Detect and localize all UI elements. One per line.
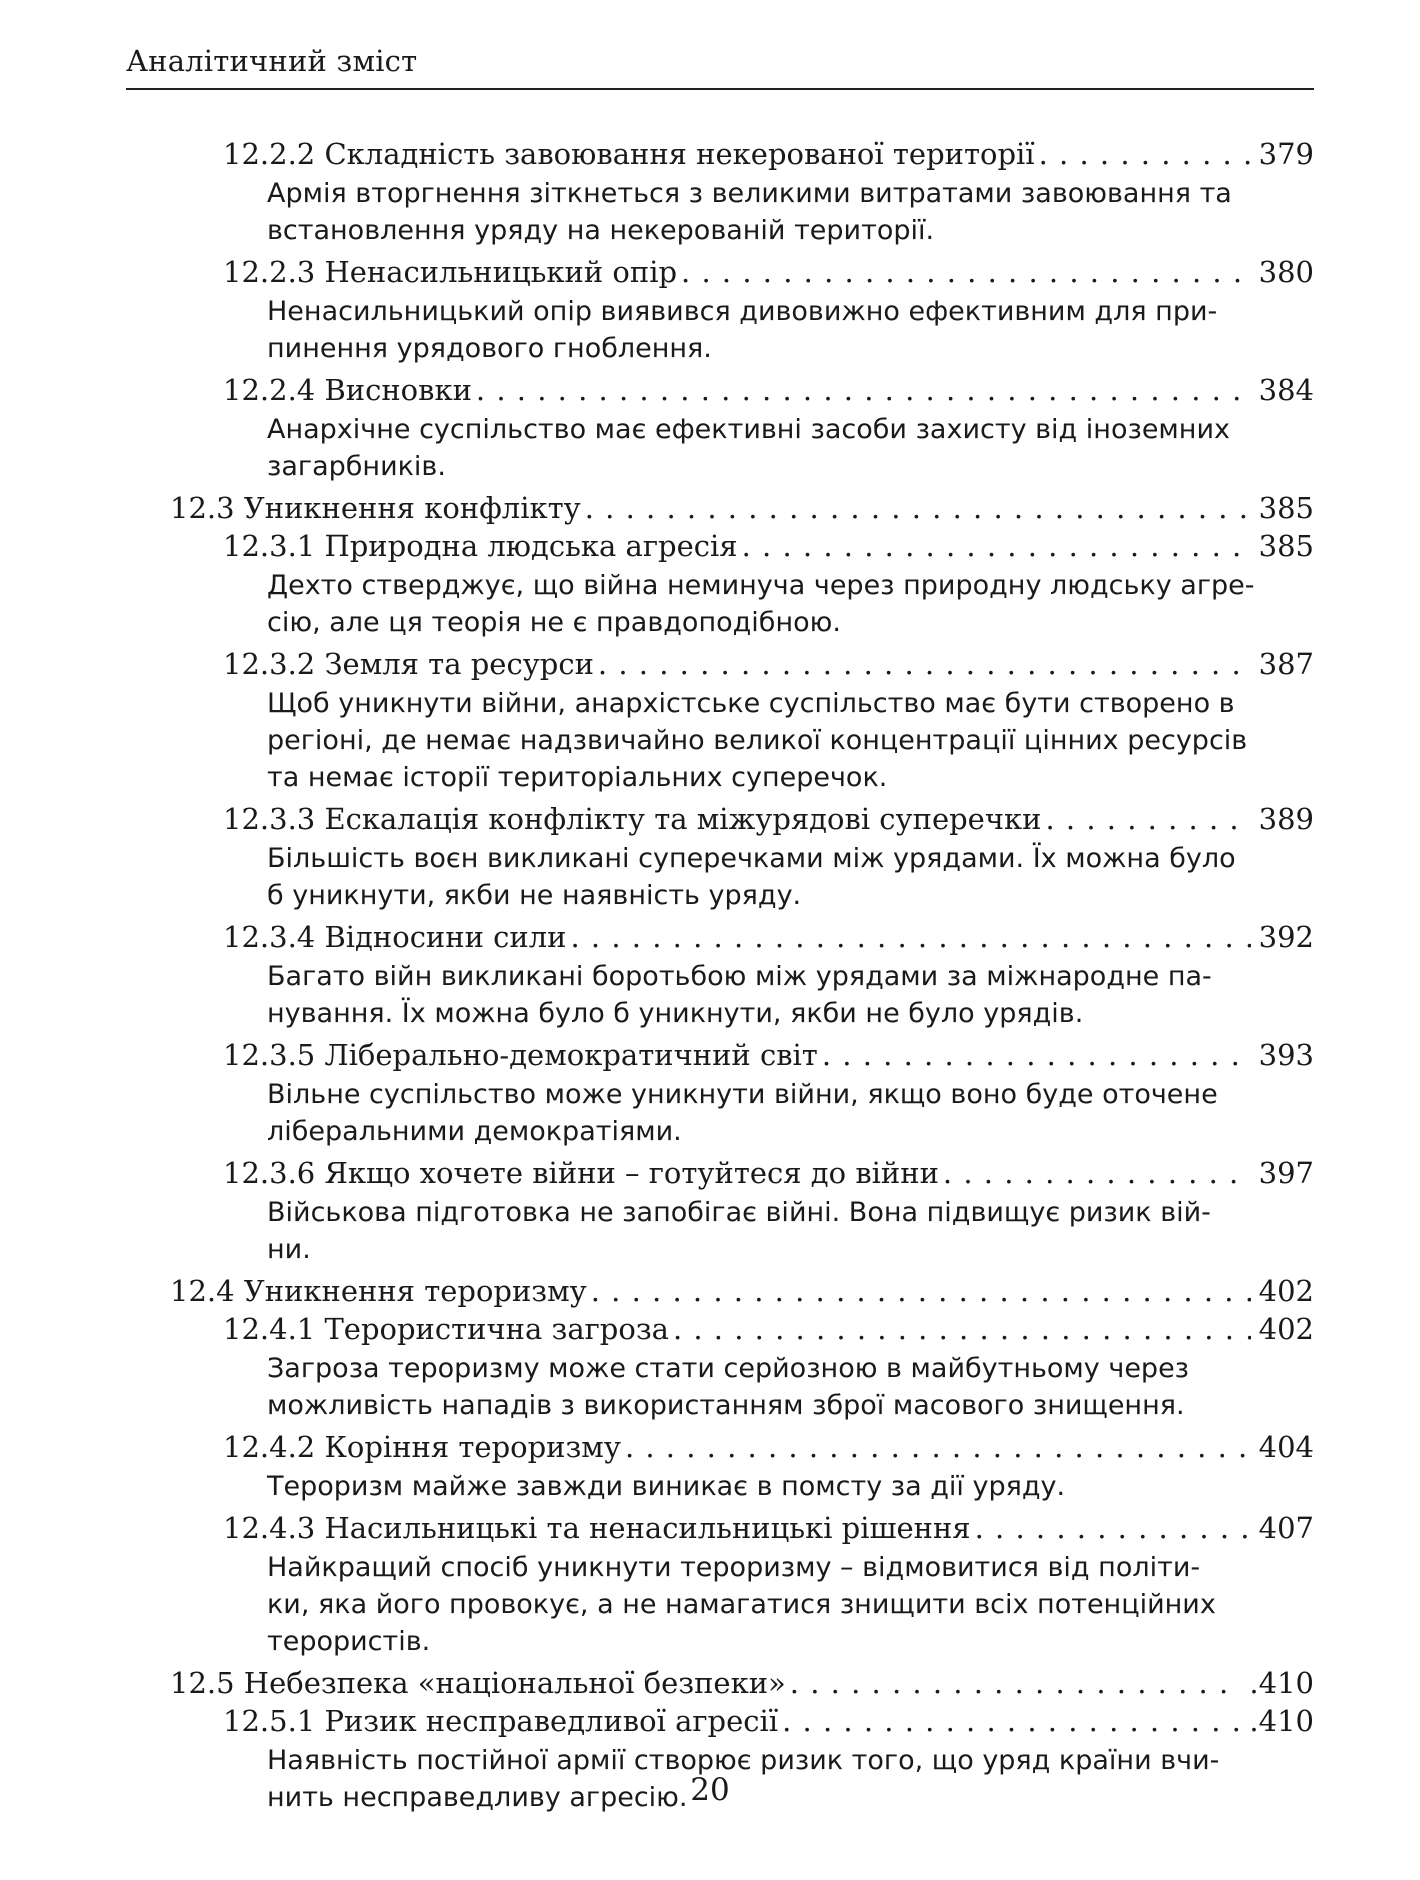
- toc-subsection-entry: [223, 1509, 1314, 1547]
- dot-leader: [786, 1664, 1242, 1702]
- toc-entry-summary: [267, 1076, 1314, 1150]
- summary-line: та немає історії територіальних суперечок.: [267, 762, 888, 793]
- summary-line: Найкращий спосіб уникнути тероризму – відмовитися від політи-: [267, 1552, 1201, 1583]
- toc-subsection-entry: [223, 800, 1314, 838]
- toc-entry-title: 12.3 Уникнення конфлікту: [170, 491, 581, 525]
- toc-entry-title: 12.4.3 Насильницькі та ненасильницькі рішення: [223, 1511, 971, 1545]
- summary-line: сію, але ця теорія не є правдоподібною.: [267, 607, 841, 638]
- toc-entry-summary: [267, 411, 1314, 485]
- toc-subsection-entry: [223, 1310, 1314, 1348]
- toc-page-number: 387: [1258, 647, 1314, 681]
- toc-page-number: 404: [1258, 1430, 1314, 1464]
- summary-line: б уникнути, якби не наявність уряду.: [267, 880, 802, 911]
- toc-entry-title: 12.5 Небезпека «національної безпеки»: [170, 1666, 786, 1700]
- dot-leader: [1041, 800, 1250, 838]
- toc-section-entry: [170, 1272, 1314, 1310]
- summary-line: Наявність постійної армії створює ризик того, що уряд країни вчи-: [267, 1745, 1220, 1776]
- toc-page-number: .410: [1249, 1666, 1314, 1700]
- toc-subsection-entry: [223, 918, 1314, 956]
- summary-line: Загроза тероризму може стати серйозною в майбутньому через: [267, 1353, 1190, 1384]
- toc-page-number: 385: [1258, 491, 1314, 525]
- toc-entry-title: 12.4 Уникнення тероризму: [170, 1274, 587, 1308]
- summary-line: нування. Їх можна було б уникнути, якби не було урядів.: [267, 998, 1084, 1029]
- toc-page-number: 407: [1258, 1511, 1314, 1545]
- toc-subsection-entry: [223, 1702, 1314, 1740]
- dot-leader: [1035, 135, 1251, 173]
- summary-line: терористів.: [267, 1626, 431, 1657]
- toc-page-number: 385: [1258, 529, 1314, 563]
- summary-line: нить несправедливу агресію.: [267, 1782, 688, 1813]
- toc-page-number: 402: [1258, 1274, 1314, 1308]
- dot-leader: [818, 1036, 1251, 1074]
- summary-line: Вільне суспільство може уникнути війни, якщо воно буде оточене: [267, 1079, 1218, 1110]
- dot-leader: [738, 527, 1251, 565]
- dot-leader: [778, 1702, 1241, 1740]
- toc-entry-summary: [267, 1350, 1314, 1424]
- toc-page-number: 389: [1258, 802, 1314, 836]
- toc-page-number: 402: [1258, 1312, 1314, 1346]
- toc-subsection-entry: [223, 645, 1314, 683]
- dot-leader: [939, 1154, 1251, 1192]
- summary-line: Анархічне суспільство має ефективні засоби захисту від іноземних: [267, 414, 1230, 445]
- toc-page-number: 393: [1258, 1038, 1314, 1072]
- toc-entry-title: 12.3.1 Природна людська агресія: [223, 529, 738, 563]
- summary-line: Щоб уникнути війни, анархістське суспільство має бути створено в: [267, 688, 1235, 719]
- header-rule: [126, 88, 1314, 90]
- dot-leader: [472, 371, 1251, 409]
- summary-line: Ненасильницький опір виявився дивовижно ефективним для при-: [267, 296, 1218, 327]
- running-head: Аналітичний зміст: [126, 44, 418, 78]
- summary-line: Більшість воєн викликані суперечками між урядами. Їх можна було: [267, 843, 1236, 874]
- toc-entry-summary: [267, 685, 1314, 796]
- toc-page-number: 380: [1258, 255, 1314, 289]
- summary-line: ки, яка його провокує, а не намагатися знищити всіх потенційних: [267, 1589, 1216, 1620]
- dot-leader: [677, 253, 1251, 291]
- summary-line: Дехто стверджує, що війна неминуча через природну людську агре-: [267, 570, 1255, 601]
- toc-subsection-entry: [223, 1036, 1314, 1074]
- toc-entry-title: 12.4.2 Коріння тероризму: [223, 1430, 621, 1464]
- toc-section-entry: [170, 1664, 1314, 1702]
- toc-page-number: .410: [1249, 1704, 1314, 1738]
- summary-line: пинення урядового гноблення.: [267, 333, 712, 364]
- summary-line: Армія вторгнення зіткнеться з великими витратами завоювання та: [267, 178, 1232, 209]
- dot-leader: [971, 1509, 1251, 1547]
- toc-entry-title: 12.2.3 Ненасильницький опір: [223, 255, 678, 289]
- toc-entry-title: 12.3.3 Ескалація конфлікту та міжурядові суперечки: [223, 802, 1042, 836]
- toc-entry-title: 12.4.1 Терористична загроза: [223, 1312, 669, 1346]
- toc-entry-summary: [267, 1468, 1314, 1505]
- dot-leader: [581, 489, 1251, 527]
- toc-subsection-entry: [223, 371, 1314, 409]
- toc-entry-summary: [267, 293, 1314, 367]
- dot-leader: [621, 1428, 1251, 1466]
- dot-leader: [594, 645, 1251, 683]
- toc-entry-title: 12.3.4 Відносини сили: [223, 920, 567, 954]
- toc-subsection-entry: [223, 135, 1314, 173]
- toc-subsection-entry: [223, 1428, 1314, 1466]
- table-of-contents: [0, 135, 1420, 1820]
- dot-leader: [587, 1272, 1251, 1310]
- summary-line: встановлення уряду на некерованій території.: [267, 215, 935, 246]
- toc-entry-summary: [267, 1549, 1314, 1660]
- toc-entry-title: 12.3.2 Земля та ресурси: [223, 647, 594, 681]
- toc-page-number: 384: [1258, 373, 1314, 407]
- toc-subsection-entry: [223, 253, 1314, 291]
- toc-subsection-entry: [223, 1154, 1314, 1192]
- summary-line: загарбників.: [267, 451, 446, 482]
- toc-page-number: 392: [1258, 920, 1314, 954]
- toc-entry-summary: [267, 567, 1314, 641]
- summary-line: Тероризм майже завжди виникає в помсту за дії уряду.: [267, 1471, 1066, 1502]
- toc-subsection-entry: [223, 527, 1314, 565]
- dot-leader: [566, 918, 1250, 956]
- summary-line: Багато війн викликані боротьбою між урядами за міжнародне па-: [267, 961, 1212, 992]
- summary-line: ни.: [267, 1234, 311, 1265]
- toc-entry-summary: [267, 840, 1314, 914]
- toc-entry-title: 12.2.4 Висновки: [223, 373, 472, 407]
- toc-page-number: 379: [1258, 137, 1314, 171]
- toc-entry-title: 12.2.2 Складність завоювання некерованої території: [223, 137, 1035, 171]
- toc-entry-summary: [267, 1194, 1314, 1268]
- toc-entry-title: 12.5.1 Ризик несправедливої агресії: [223, 1704, 779, 1738]
- summary-line: Військова підготовка не запобігає війні. Вона підвищує ризик вій-: [267, 1197, 1211, 1228]
- toc-page-number: 397: [1258, 1156, 1314, 1190]
- toc-section-entry: [170, 489, 1314, 527]
- page-number: 20: [690, 1772, 730, 1808]
- summary-line: ліберальними демократіями.: [267, 1116, 682, 1147]
- toc-entry-summary: [267, 175, 1314, 249]
- dot-leader: [669, 1310, 1251, 1348]
- summary-line: регіоні, де немає надзвичайно великої концентрації цінних ресурсів: [267, 725, 1248, 756]
- toc-entry-title: 12.3.6 Якщо хочете війни – готуйтеся до війни: [223, 1156, 939, 1190]
- toc-entry-summary: [267, 958, 1314, 1032]
- summary-line: можливість нападів з використанням зброї масового знищення.: [267, 1390, 1185, 1421]
- toc-entry-title: 12.3.5 Ліберально-демократичний світ: [223, 1038, 818, 1072]
